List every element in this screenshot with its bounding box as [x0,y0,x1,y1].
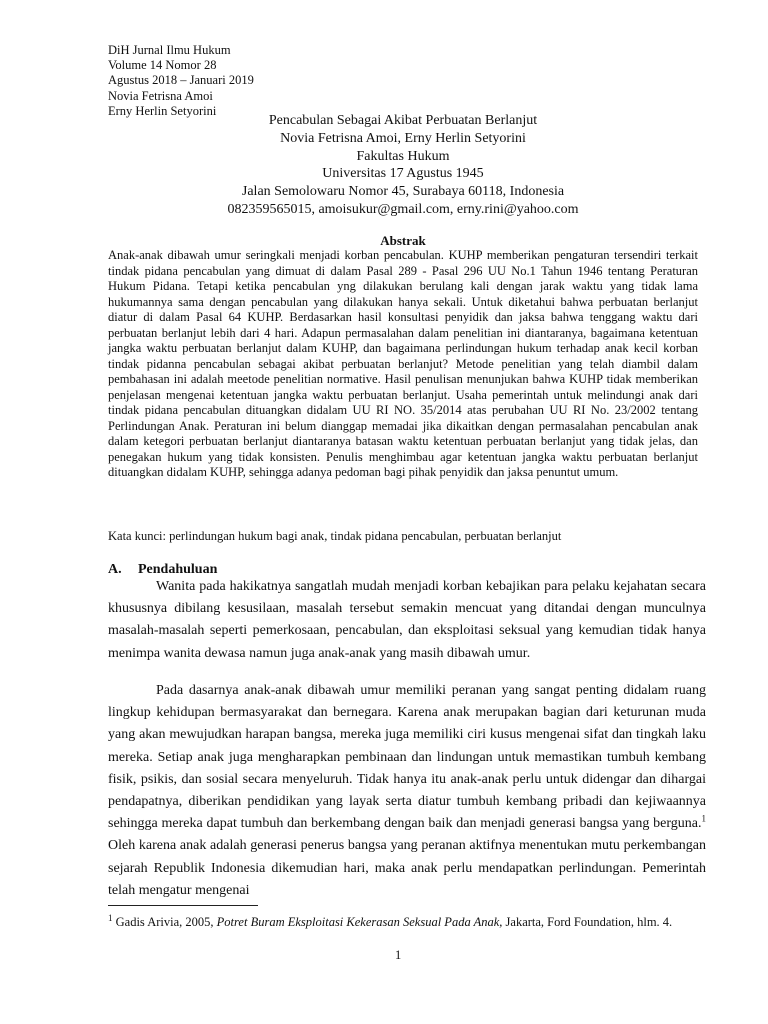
keywords: Kata kunci: perlindungan hukum bagi anak, tindak pidana pencabulan, perbuatan berlanjut [108,529,562,543]
title-block [108,112,698,219]
footnote-pre: Gadis Arivia, 2005, [112,915,217,929]
journal-period: Agustus 2018 – Januari 2019 [108,73,254,88]
abstract-heading: Abstrak [380,233,426,248]
footnote-title: Potret Buram Eksploitasi Kekerasan Seksual Pada Anak, [216,915,503,929]
address: Jalan Semolowaru Nomor 45, Surabaya 60118, Indonesia [241,184,565,199]
footnote [108,914,703,930]
abstract-body: Anak-anak dibawah umur seringkali menjadi korban pencabulan. KUHP memberikan pengaturan tersendiri terkait tindak pidana pencabulan yang dimuat di dalam Pasal 289 - Pasal 296 UU No.1 Tahun 1946 tentang Peraturan Hukum Pidana. Tetapi ketika pencabulan yng dilakukan berulang kali dengan jarak waktu yang tidak lama hukumannya sama dengan pencabulan yang dilakukan hanya sekali. Untuk diketahui bahwa perbuatan berlanjut diatur di dalam Pasal 64 KUHP. Berdasarkan hasil konsultasi penyidik dan jaksa bahwa tenggang waktu dari perbuatan berlanjut lebih dari 4 hari. Adapun permasalahan dalam penelitian ini diantaranya, bagaimana ketentuan jangka waktu perbuatan berlanjut dalam KUHP, dan bagaimana perlindungan hukum terhadap anak kecil korban tindak pidanna pencabulan sebagai akibat perbuatan berlanjut? Metode penelitian yang telah diambil dalam pembahasan ini adalah meetode penelitian normative. Hasil penulisan menunjukan bahwa KUHP tidak memberikan penjelasan mengenai ketentuan jangka waktu perbuatan berlanjut. Usaha pemerintah untuk melindungi anak dari tindak pidana pencabulan dituangkan didalam UU RI NO. 35/2014 atas perubahan UU RI No. 23/2002 tentang Perlindungan Anak. Peraturan ini belum dianggap memadai jika dikaitkan dengan permasalahan pencabulan anak dalam ketegori perbuatan berlanjut diantaranya batasan waktu ketentuan perbuatan berlanjut yang tidak jelas, dan penegakan hukum yang tidak konsisten. Penulis menghimbau agar ketentuan jangka waktu perbuatan berlanjut dituangkan didalam KUHP, sehingga adanya pedoman bagi pihak penyidik dan jaksa penuntut umum. [108,248,698,479]
paragraph-2-text-b: Oleh karena anak adalah generasi penerus bangsa yang peranan aktifnya menentukan mutu perkembangan sejarah Republik Indonesia dikemudian hari, maka anak perlu mendapatkan perlindungan. Pemerintah telah mengatur mengenai [108,838,706,898]
paragraph-2 [108,680,706,902]
footnote-number: 1 [108,912,113,923]
paper-title: Pencabulan Sebagai Akibat Perbuatan Berlanjut [268,113,538,128]
university: Universitas 17 Agustus 1945 [322,166,484,181]
journal-meta [108,43,254,119]
footnote-reference[interactable]: 1 [701,813,706,824]
paragraph-2-text-a: Pada dasarnya anak-anak dibawah umur memiliki peranan yang sangat penting didalam ruang lingkup kehidupan bermasyarakat dan bernegara. Karena anak merupakan bagian dari keturunan muda yang akan mewujudkan harapan bangsa, mereka juga memiliki ciri kusus mengenai sifat dan tingkah laku mereka. Setiap anak juga mengharapkan pembinaan dan lindungan untuk memastikan tumbuh kembang fisik, psikis, dan sosial secara menyeluruh. Tidak hanya itu anak-anak perlu untuk didengar dan dihargai pendapatnya, diberikan pendidikan yang layak serta diatur tumbuh kembang pribadi dan kejiwaannya sehingga mereka dapat tumbuh dan berkembang dengan baik dan menjadi generasi bangsa yang berguna. [108,683,706,832]
footnote-post: Jakarta, Ford Foundation, hlm. 4. [502,915,673,929]
journal-author-1: Novia Fetrisna Amoi [108,88,213,103]
page-number: 1 [395,948,402,962]
section-title: Pendahuluan [138,562,218,577]
paragraph-1 [108,576,706,665]
journal-author-2: Erny Herlin Setyorini [108,103,217,118]
journal-volume: Volume 14 Nomor 28 [108,58,217,73]
faculty: Fakultas Hukum [356,149,450,164]
footnote-separator [108,905,258,906]
journal-name: DiH Jurnal Ilmu Hukum [108,43,231,57]
paragraph-1-text: Wanita pada hakikatnya sangatlah mudah menjadi korban kebajikan para pelaku kejahatan secara khususnya dibilang kesusilaan, masalah tersebut semakin mencuat yang ditandai dengan munculnya masalah-masalah seperti pemerkosaan, pencabulan, dan eksploitasi seksual yang kemudian tidak hanya menimpa wanita dewasa namun juga anak-anak yang masih dibawah umur. [108,579,706,661]
contact: 082359565015, amoisukur@gmail.com, erny.rini@yahoo.com [227,202,579,217]
paper-authors: Novia Fetrisna Amoi, Erny Herlin Setyorini [280,131,526,146]
section-letter: A. [108,562,122,577]
